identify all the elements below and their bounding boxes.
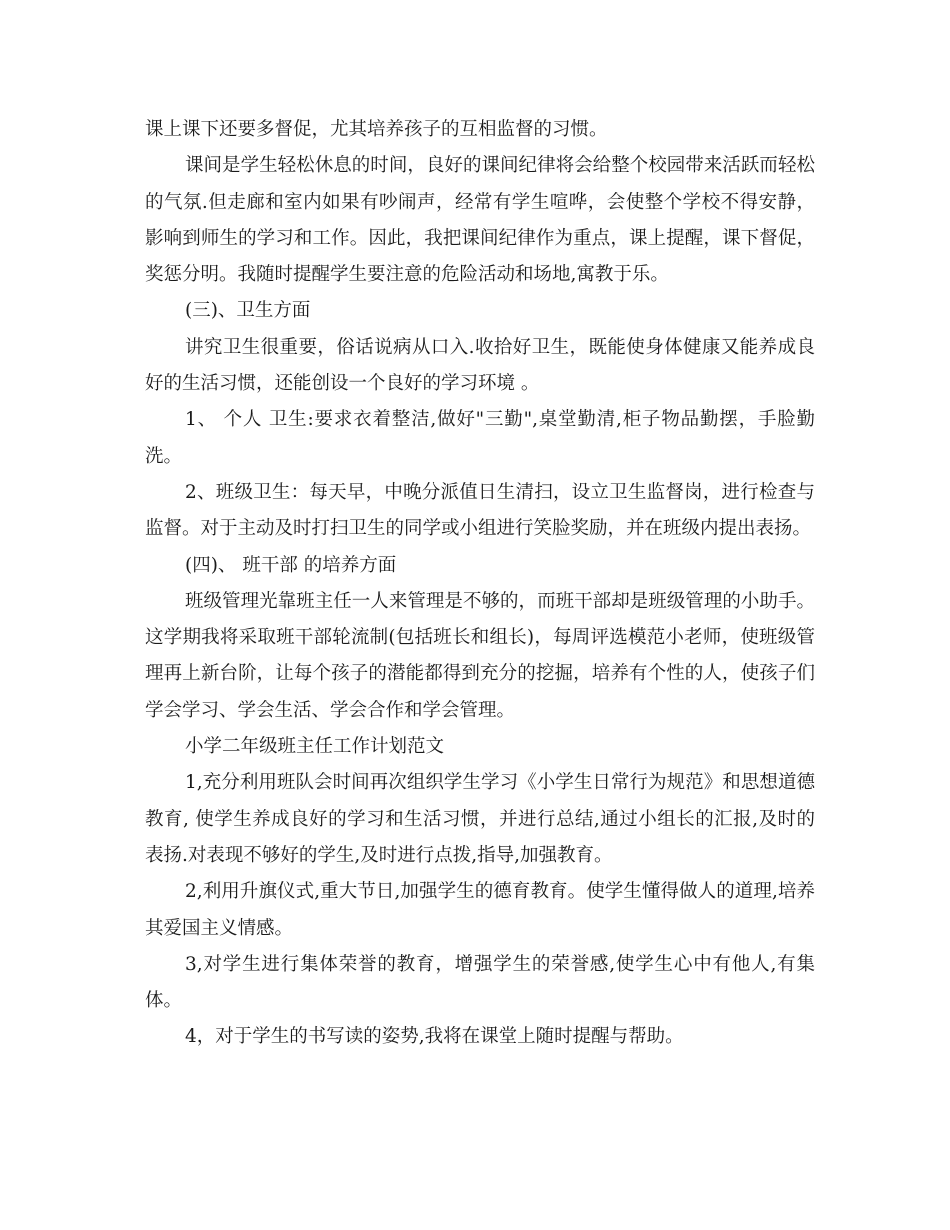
section-title-work-plan: 小学二年级班主任工作计划范文 (185, 736, 445, 758)
paragraph-recess-discipline: 课间是学生轻松休息的时间，良好的课间纪律将会给整个校园带来活跃而轻松的气氛.但走廊和室内如果有吵闹声，经常有学生喧哗，会使整个学校不得安静，影响到师生的学习和工作。因此，我把课间纪律作为重点，课上提醒，课下督促，奖惩分明。我随时提醒学生要注意的危险活动和场地,寓教于乐。 (145, 155, 815, 286)
document-body (145, 112, 815, 1056)
paragraph-class-cadre: 班级管理光靠班主任一人来管理是不够的，而班干部却是班级管理的小助手。这学期我将采取班干部轮流制(包括班长和组长)，每周评选模范小老师，使班级管理再上新台阶，让每个孩子的潜能都得到充分的挖掘，培养有个性的人，使孩子们学会学习、学会生活、学会合作和学会管理。 (145, 590, 815, 721)
list-item-personal-hygiene: 1、 个人 卫生:要求衣着整洁,做好"三勤",桌堂勤清,柜子物品勤摆，手脸勤洗。 (145, 409, 815, 467)
list-item-plan-3: 3,对学生进行集体荣誉的教育，增强学生的荣誉感,使学生心中有他人,有集体。 (145, 953, 815, 1012)
paragraph-continuation: 课上课下还要多督促，尤其培养孩子的互相监督的习惯。 (145, 119, 608, 140)
paragraph-hygiene-intro: 讲究卫生很重要，俗话说病从口入.收拾好卫生，既能使身体健康又能养成良好的生活习惯，还能创设一个良好的学习环境 。 (145, 336, 815, 395)
section-heading-class-cadre: (四)、 班干部 的培养方面 (185, 554, 397, 576)
list-item-plan-1: 1,充分利用班队会时间再次组织学生学习《小学生日常行为规范》和思想道德教育, 使学生养成良好的学习和生活习惯，并进行总结,通过小组长的汇报,及时的表扬.对表现不够好的学生,及时进行点拨,指导,加强教育。 (145, 772, 815, 866)
list-item-plan-2: 2,利用升旗仪式,重大节日,加强学生的德育教育。使学生懂得做人的道理,培养其爱国主义情感。 (145, 881, 815, 939)
list-item-plan-4: 4，对于学生的书写读的姿势,我将在课堂上随时提醒与帮助。 (185, 1026, 684, 1048)
section-heading-hygiene: (三)、卫生方面 (185, 300, 311, 322)
list-item-class-hygiene: 2、班级卫生：每天早，中晚分派值日生清扫，设立卫生监督岗，进行检查与监督。对于主动及时打扫卫生的同学或小组进行笑脸奖励，并在班级内提出表扬。 (145, 481, 815, 540)
